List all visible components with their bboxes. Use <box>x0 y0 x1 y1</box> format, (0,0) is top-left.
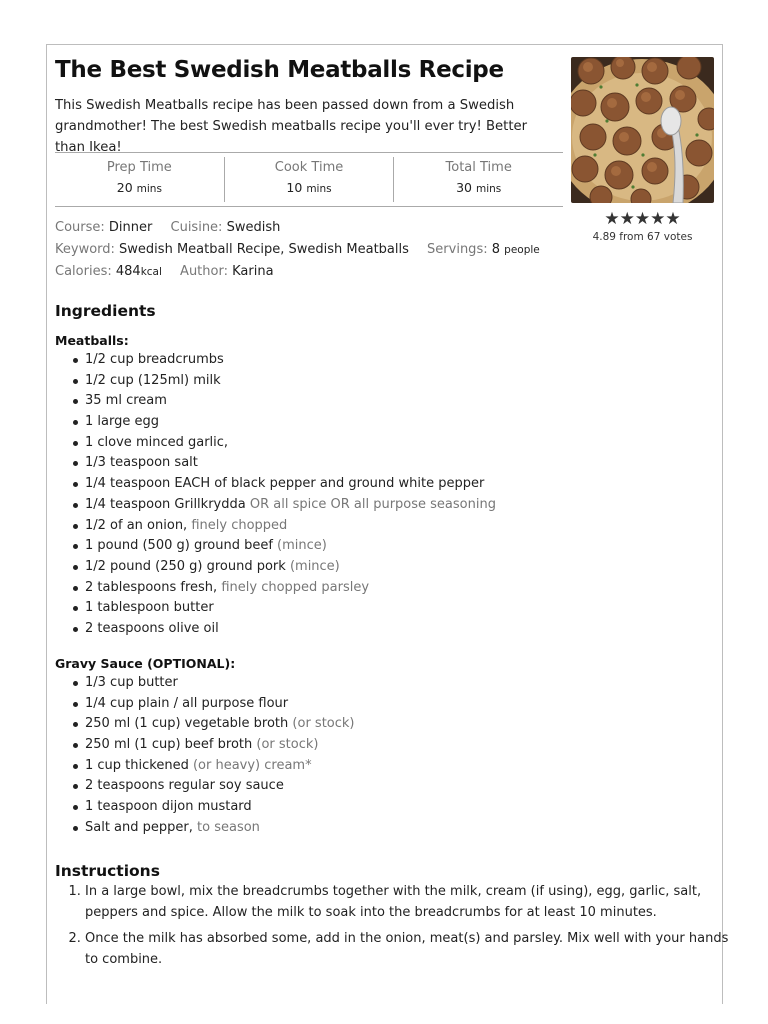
total-time-unit: mins <box>475 183 502 195</box>
ingredient-item: 1/2 cup breadcrumbs <box>55 350 496 371</box>
instruction-step: 1. In a large bowl, mix the breadcrumbs together with the milk, cream (if using), egg, garlic, salt, peppers and spice. Allow the milk to soak into the breadcrumbs for at least 10 minutes. <box>85 881 735 923</box>
ingredient-group-gravy: Gravy Sauce (OPTIONAL): <box>55 656 236 671</box>
course-value: Dinner <box>108 220 153 235</box>
calories-unit: kcal <box>140 266 162 278</box>
prep-time-unit: mins <box>136 183 162 195</box>
ingredient-item: 1/4 teaspoon EACH of black pepper and ground white pepper <box>55 474 496 495</box>
instructions-list <box>55 881 735 975</box>
ingredient-item: 1/4 cup plain / all purpose flour <box>55 694 355 715</box>
ingredient-item: 1 tablespoon butter <box>55 598 496 619</box>
recipe-times <box>55 152 563 207</box>
ingredient-item: 35 ml cream <box>55 391 496 412</box>
servings-unit: people <box>504 243 540 256</box>
instruction-step: 2. Once the milk has absorbed some, add in the onion, meat(s) and parsley. Mix well with your hands to combine. <box>85 928 735 970</box>
total-time-value: 30 <box>456 180 472 195</box>
ingredient-item: 1 clove minced garlic, <box>55 433 496 454</box>
meatballs-ingredient-list <box>55 350 496 640</box>
keyword-value: Swedish Meatball Recipe, Swedish Meatballs <box>119 241 409 257</box>
ingredient-item: 2 teaspoons olive oil <box>55 619 496 640</box>
instructions-heading: Instructions <box>55 862 160 880</box>
ingredient-item: 1 teaspoon dijon mustard <box>55 797 355 818</box>
prep-time-value: 20 <box>116 180 133 195</box>
cook-time-unit: mins <box>306 183 332 195</box>
keyword-label: Keyword: <box>55 241 115 257</box>
ingredient-item: 250 ml (1 cup) beef broth (or stock) <box>55 735 355 756</box>
recipe-meta <box>55 217 540 284</box>
ingredient-item: 1 large egg <box>55 412 496 433</box>
course-label: Course: <box>55 220 105 235</box>
meatballs-image <box>571 57 714 203</box>
rating-votes: 4.89 from 67 votes <box>592 231 693 243</box>
recipe-photo[interactable] <box>571 57 714 203</box>
ingredient-item: 2 tablespoons fresh, finely chopped parsley <box>55 578 496 599</box>
cook-time <box>224 157 394 202</box>
ingredient-group-meatballs: Meatballs: <box>55 333 129 348</box>
ingredient-item: 1 pound (500 g) ground beef (mince) <box>55 536 496 557</box>
ingredient-item: 2 teaspoons regular soy sauce <box>55 776 355 797</box>
ingredient-item: 1/2 cup (125ml) milk <box>55 371 496 392</box>
prep-time <box>55 153 224 206</box>
ingredients-heading: Ingredients <box>55 302 156 320</box>
servings-label: Servings: <box>427 241 488 257</box>
recipe-card <box>46 44 729 1004</box>
total-time <box>393 157 563 202</box>
author-value: Karina <box>232 264 274 279</box>
prep-time-label: Prep Time <box>106 160 172 175</box>
ingredient-item: 1 cup thickened (or heavy) cream* <box>55 756 355 777</box>
ingredient-item: 1/3 cup butter <box>55 673 355 694</box>
rating-widget[interactable] <box>571 209 714 243</box>
author-label: Author: <box>180 264 228 279</box>
cuisine-value: Swedish <box>226 220 281 235</box>
star-rating-icon[interactable]: ★★★★★ <box>604 209 681 229</box>
ingredient-item: 1/4 teaspoon Grillkrydda OR all spice OR all purpose seasoning <box>55 495 496 516</box>
ingredient-item: Salt and pepper, to season <box>55 818 355 839</box>
gravy-ingredient-list <box>55 673 355 839</box>
servings-value[interactable]: 8 <box>491 241 501 257</box>
ingredient-item: 250 ml (1 cup) vegetable broth (or stock) <box>55 714 355 735</box>
ingredient-item: 1/2 of an onion, finely chopped <box>55 516 496 537</box>
ingredient-item: 1/3 teaspoon salt <box>55 453 496 474</box>
total-time-label: Total Time <box>445 160 512 175</box>
cook-time-value: 10 <box>286 180 303 195</box>
recipe-title: The Best Swedish Meatballs Recipe <box>55 57 504 83</box>
cuisine-label: Cuisine: <box>170 220 223 235</box>
recipe-summary: This Swedish Meatballs recipe has been passed down from a Swedish grandmother! The best Swedish meatballs recipe you'll ever try! Better than Ikea! <box>55 98 528 155</box>
calories-label: Calories: <box>55 264 112 279</box>
ingredient-item: 1/2 pound (250 g) ground pork (mince) <box>55 557 496 578</box>
cook-time-label: Cook Time <box>274 160 344 175</box>
calories-value: 484 <box>115 264 141 279</box>
